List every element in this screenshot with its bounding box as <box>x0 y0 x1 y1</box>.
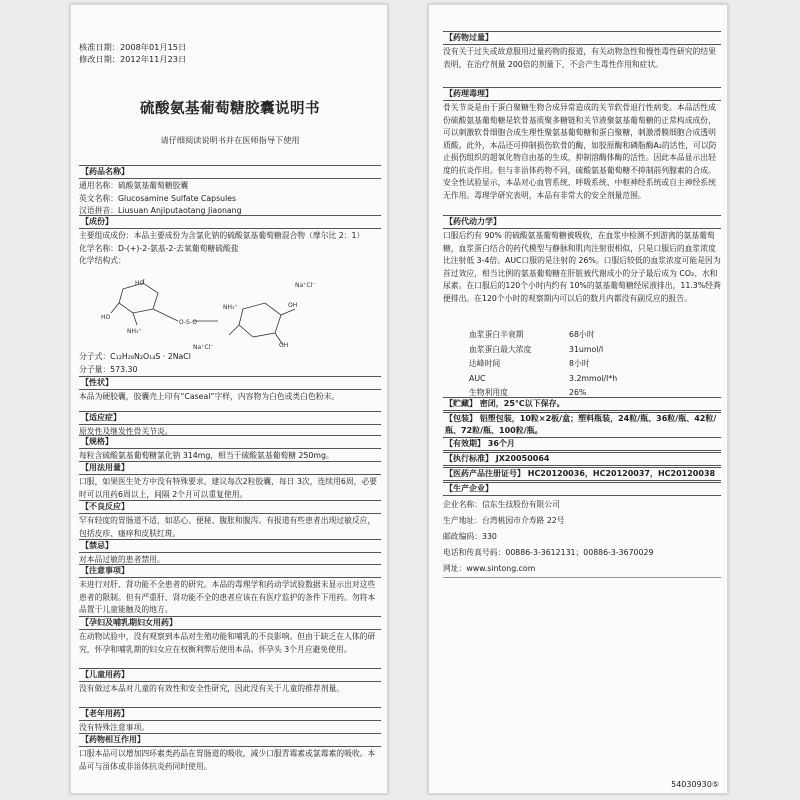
caution-text: 未进行对肝、肾功能不全患者的研究。本品的毒理学和药动学试验数据未显示出对这些患者的限制。但有严重肝、肾功能不全的患者应该在有医疗监护的条件下用药。勿将本品置于儿童能触及的地方。 <box>79 580 376 614</box>
composition-heading: 【成份】 <box>79 215 381 229</box>
validity-line: 【有效期】 36个月 <box>443 437 721 451</box>
dosage-section <box>79 461 381 501</box>
leaflet-title: 硫酸氨基葡萄糖胶囊说明书 <box>140 101 320 117</box>
svg-text:OH: OH <box>288 302 298 309</box>
left-leaflet-page <box>70 4 388 794</box>
svg-text:O-S-O: O-S-O <box>179 319 197 326</box>
manufacturer-section <box>443 482 721 578</box>
chemical-name: 化学名称：D-(+)-2-氨基-2-去氧葡萄糖硫酸盐 <box>79 243 239 253</box>
generic-name: 通用名称：硫酸氨基葡萄糖胶囊 <box>79 181 189 190</box>
adverse-section <box>79 500 381 540</box>
svg-text:NH₃⁺: NH₃⁺ <box>127 328 142 335</box>
english-name: 英文名称：Glucosamine Sulfate Capsules <box>79 193 237 203</box>
elderly-section <box>79 707 381 735</box>
print-code: 54030930⑤ <box>671 780 719 789</box>
pregnancy-section <box>79 616 381 656</box>
pk-section <box>443 215 721 305</box>
dosage-heading: 【用法用量】 <box>79 461 381 475</box>
drug-name-section <box>79 165 381 218</box>
svg-text:Na⁺Cl⁻: Na⁺Cl⁻ <box>193 344 214 349</box>
svg-text:HO: HO <box>135 280 145 287</box>
pk-row: 血浆蛋白最大浓度 31umol/l <box>469 344 604 354</box>
package-section <box>443 412 721 439</box>
appearance-section <box>79 376 381 404</box>
drug-name-heading: 【药品名称】 <box>79 165 381 179</box>
elderly-heading: 【老年用药】 <box>79 707 381 721</box>
caution-section <box>79 564 381 617</box>
contra-section <box>79 539 381 567</box>
interaction-section <box>79 733 381 773</box>
elderly-text: 没有特殊注意事项。 <box>79 723 150 732</box>
svg-text:HO: HO <box>101 314 111 321</box>
indication-heading: 【适应症】 <box>79 411 381 425</box>
spec-heading: 【规格】 <box>79 435 381 449</box>
revise-date: 修改日期：2012年11月23日 <box>79 54 187 64</box>
contra-heading: 【禁忌】 <box>79 539 381 553</box>
dates-block <box>79 41 186 65</box>
indication-text: 原发性及继发性骨关节炎。 <box>79 427 173 436</box>
pregnancy-heading: 【孕妇及哺乳期妇女用药】 <box>79 616 381 630</box>
formula-section <box>79 351 381 376</box>
pharmacology-heading: 【药理毒理】 <box>443 87 721 101</box>
svg-text:Na⁺Cl⁻: Na⁺Cl⁻ <box>295 282 316 289</box>
pk-row: 血浆蛋白半衰期 68小时 <box>469 330 595 339</box>
child-text: 没有做过本品对儿童的有效性和安全性研究，因此没有关于儿童的推荐剂量。 <box>79 684 345 693</box>
registration-line: 【医药产品注册证号】 HC20120036，HC20120037，HC20120038 <box>443 467 721 481</box>
approve-date: 核准日期：2008年01月15日 <box>79 42 187 52</box>
pk-text: 口服后约有 90% 的硫酸氨基葡萄糖被吸收，在血浆中检测不到游离的氨基葡萄糖，血浆蛋白结合的药代模型与静脉和肌肉注射很相似，只是口服后的血浆浓度比注射低 3-4倍。AUC口服的是注射的 26%。口服后较低的血浆浓度可能是因为首过效应，相当比例的氨基葡萄糖在肝脏被代谢成小的分子最后成为 CO₂、水和尿素。在口服后的120个小时内约有 10%的氨基葡萄糖经尿液排出，11.3%经粪便排出。在120个小时的观察期内可以后的数月内都没有副反应的报告。 <box>443 231 721 303</box>
storage-line: 【贮藏】 密闭，25℃以下保存。 <box>443 397 721 411</box>
pk-parameter-table <box>469 328 617 401</box>
caution-heading: 【注意事项】 <box>79 564 381 578</box>
adverse-heading: 【不良反应】 <box>79 500 381 514</box>
registration-section <box>443 467 721 482</box>
overdose-heading: 【药物过量】 <box>443 31 721 45</box>
right-leaflet-page <box>428 4 728 794</box>
package-line: 【包装】 铝塑包装，10粒×2板/盒；塑料瓶装，24粒/瓶、36粒/瓶、42粒/瓶、72粒/瓶、100粒/瓶。 <box>443 412 721 438</box>
manufacturer-name: 企业名称：信东生技股份有限公司 <box>443 500 560 509</box>
manufacturer-phone: 电话和传真号码：00886-3-3612131；00886-3-3670029 <box>443 548 654 557</box>
spec-section <box>79 435 381 463</box>
manufacturer-website: 网址：www.sintong.com <box>443 561 721 578</box>
molecular-formula: 分子式：C₁₂H₂₈N₂O₁₄S · 2NaCl <box>79 352 191 361</box>
standard-line: 【执行标准】 JX20050064 <box>443 452 721 466</box>
manufacturer-heading: 【生产企业】 <box>443 482 721 496</box>
standard-section <box>443 452 721 467</box>
overdose-text: 没有关于过失或故意服用过量药物的报道，有关动物急性和慢性毒性研究的结果表明，在治疗剂量 200倍的剂量下，不会产生毒性作用和症状。 <box>443 47 716 69</box>
svg-text:NH₃⁺: NH₃⁺ <box>223 304 238 311</box>
pharmacology-text: 骨关节炎是由于蛋白聚糖生物合成异常造成的关节软骨退行性病变。本品活性成份硫酸氨基葡萄糖是软骨基质聚多糖链和关节液聚氨基葡萄糖的正常构成成份，可以刺激软骨细胞合成生理性聚氨基葡萄糖和蛋白聚糖，刺激滑膜细胞合成透明质酸。此外，本品还可抑制损伤软骨的酶，如胶原酶和磷脂酶A₂的活性，可以防止损伤组织的超氧化物自由基的生成，抑制溶酶体酶的活性。因此本品显示出轻度的抗炎作用。但与非甾体药物不同，硫酸氨基葡萄糖不抑制前列腺素的合成。安全性试验显示，本品对心血管系统、呼吸系统、中枢神经系统或自主神经系统无作用。毒理学研究表明，本品有非常大的安全剂量范围。 <box>443 103 717 200</box>
pinyin-name: 汉语拼音：Liusuan Anjiputaotang Jiaonang <box>79 206 242 215</box>
storage-section <box>443 397 721 412</box>
pk-row: AUC 3.2mmol/l*h <box>469 373 618 383</box>
pk-row: 达峰时间 8小时 <box>469 359 590 368</box>
interaction-text: 口服本品可以增加四环素类药品在胃肠道的吸收，减少口服青霉素或氯霉素的吸收。本品可与甾体或非甾体抗炎药同时使用。 <box>79 749 376 771</box>
appearance-text: 本品为硬胶囊，胶囊壳上印有“Caseal”字样，内容物为白色或类白色粉末。 <box>79 392 340 401</box>
molecular-weight: 分子量：573.30 <box>79 364 138 374</box>
pk-heading: 【药代动力学】 <box>443 215 721 229</box>
pharmacology-section <box>443 87 721 202</box>
pk-row: 生物利用度 26% <box>469 388 587 397</box>
manufacturer-zip: 邮政编码：330 <box>443 532 497 541</box>
contra-text: 对本品过敏的患者禁用。 <box>79 555 165 564</box>
manufacturer-address: 生产地址：台湾桃园市介寿路 22号 <box>443 516 565 525</box>
composition-section <box>79 215 381 268</box>
pregnancy-text: 在动物试验中，没有观察到本品对生殖功能和哺乳的不良影响。但由于缺乏在人体的研究，怀孕和哺乳期的妇女应在权衡利弊后使用本品。怀孕头 3个月应避免使用。 <box>79 632 376 654</box>
appearance-heading: 【性状】 <box>79 376 381 390</box>
spec-text: 每粒含硫酸氨基葡萄糖氯化钠 314mg，相当于硫酸氨基葡萄糖 250mg。 <box>79 451 334 460</box>
overdose-section <box>443 31 721 71</box>
chemical-structure-diagram <box>83 279 333 349</box>
child-heading: 【儿童用药】 <box>79 668 381 682</box>
structure-label: 化学结构式： <box>79 256 126 265</box>
child-section <box>79 668 381 696</box>
composition-text: 主要组成成份：本品主要成份为含氯化钠的硫酸氨基葡萄糖混合物（摩尔比 2：1） <box>79 231 365 240</box>
validity-section <box>443 437 721 452</box>
svg-text:OH: OH <box>279 342 289 349</box>
interaction-heading: 【药物相互作用】 <box>79 733 381 747</box>
usage-notice: 请仔细阅读说明书并在医师指导下使用 <box>160 135 300 145</box>
dosage-text: 口服，如果医生处方中没有特殊要求，建议每次2粒胶囊，每日 3次，连续用6周，必要时可以用药6周以上，间隔 2个月可以重复使用。 <box>79 477 378 499</box>
adverse-text: 罕有轻度的胃肠道不适，如恶心、便秘、腹胀和腹泻。有报道有些患者出现过敏反应，包括皮疹、瘙痒和皮肤红斑。 <box>79 516 376 538</box>
